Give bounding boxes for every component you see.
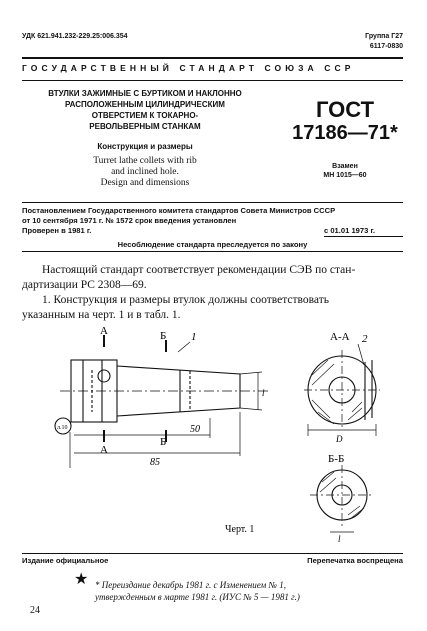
drawing-caption: Черт. 1: [225, 524, 255, 535]
page-number: 24: [30, 605, 40, 616]
replaces-value: МН 1015—60: [323, 172, 367, 179]
udk-code: УДК 621.941.232-229.25:006.354: [22, 33, 128, 40]
title-ru-line: ОТВЕРСТИЕМ К ТОКАРНО-: [91, 111, 199, 120]
technical-drawing: [0, 320, 427, 550]
footnote-line1: * Переиздание декабрь 1981 г. с Изменением № 1,: [95, 580, 286, 590]
title-en-line: Design and dimensions: [100, 178, 190, 188]
banner-rule: [22, 80, 403, 81]
label-b-bottom: Б: [160, 436, 167, 448]
title-rule: [22, 202, 403, 203]
decree-line3-left: Проверен в 1981 г.: [22, 226, 92, 235]
replaces-label: Взамен: [332, 163, 358, 170]
legal-warning: Несоблюдение стандарта преследуется по закону: [117, 240, 308, 249]
paragraph-1b: дартизации РС 2308—69.: [22, 279, 147, 291]
dim-50: 50: [190, 424, 200, 435]
title-ru-line: РЕВОЛЬВЕРНЫМ СТАНКАМ: [89, 122, 201, 131]
star-icon: ★: [74, 571, 89, 588]
label-a-top: А: [100, 325, 108, 337]
paragraph-2a: 1. Конструкция и размеры втулок должны соответствовать: [42, 294, 329, 306]
decree-line2: от 10 сентября 1971 г. № 1572 срок введения установлен: [22, 216, 237, 225]
leader-2: 2: [362, 333, 368, 345]
okp-code: 6117-0830: [369, 43, 403, 50]
paragraph-2b: указанным на черт. 1 и в табл. 1.: [22, 309, 181, 321]
label-a-bottom: А: [100, 444, 108, 456]
paragraph-1a: Настоящий стандарт соответствует рекомендации СЭВ по стан-: [42, 264, 356, 276]
title-en-line: Turret lathe collets with rib: [93, 156, 197, 166]
date-underline: [324, 236, 403, 237]
title-en: [40, 156, 250, 189]
dim-l1: l: [338, 534, 341, 544]
gost-number: 17186—71*: [292, 122, 398, 144]
title-en-line: and inclined hole.: [111, 167, 179, 177]
label-b-top: Б: [160, 330, 167, 342]
decree-line1: Постановлением Государственного комитета стандартов Совета Министров СССР: [22, 206, 336, 215]
dim-d1: D: [336, 434, 343, 444]
official-edition: Издание официальное: [22, 556, 109, 565]
title-ru: [40, 88, 250, 132]
group-code: Группа Г27: [365, 33, 403, 40]
gost-label: ГОСТ: [315, 97, 375, 122]
dim-85: 85: [150, 457, 160, 468]
decree-line3-right: с 01.01 1973 г.: [324, 226, 375, 235]
decree-rule: [22, 251, 403, 252]
standard-banner: ГОСУДАРСТВЕННЫЙ СТАНДАРТ СОЮЗА ССР: [22, 63, 355, 73]
circle-note: л.10: [57, 425, 68, 431]
title-ru-line: ВТУЛКИ ЗАЖИМНЫЕ С БУРТИКОМ И НАКЛОННО: [48, 89, 242, 98]
subtitle-ru: Конструкция и размеры: [97, 142, 193, 151]
leader-1: 1: [191, 331, 197, 343]
dim-l: l: [262, 388, 265, 398]
footnote-line2: утвержденным в марте 1981 г. (ИУС № 5 — 1981 г.): [95, 592, 300, 602]
footer-rule: [22, 553, 403, 554]
section-bb-label: Б-Б: [328, 453, 345, 465]
title-ru-line: РАСПОЛОЖЕННЫМ ЦИЛИНДРИЧЕСКИМ: [65, 100, 225, 109]
top-rule: [22, 57, 403, 59]
reprint-note: Перепечатка воспрещена: [307, 556, 403, 565]
section-aa-label: А-А: [330, 331, 350, 343]
